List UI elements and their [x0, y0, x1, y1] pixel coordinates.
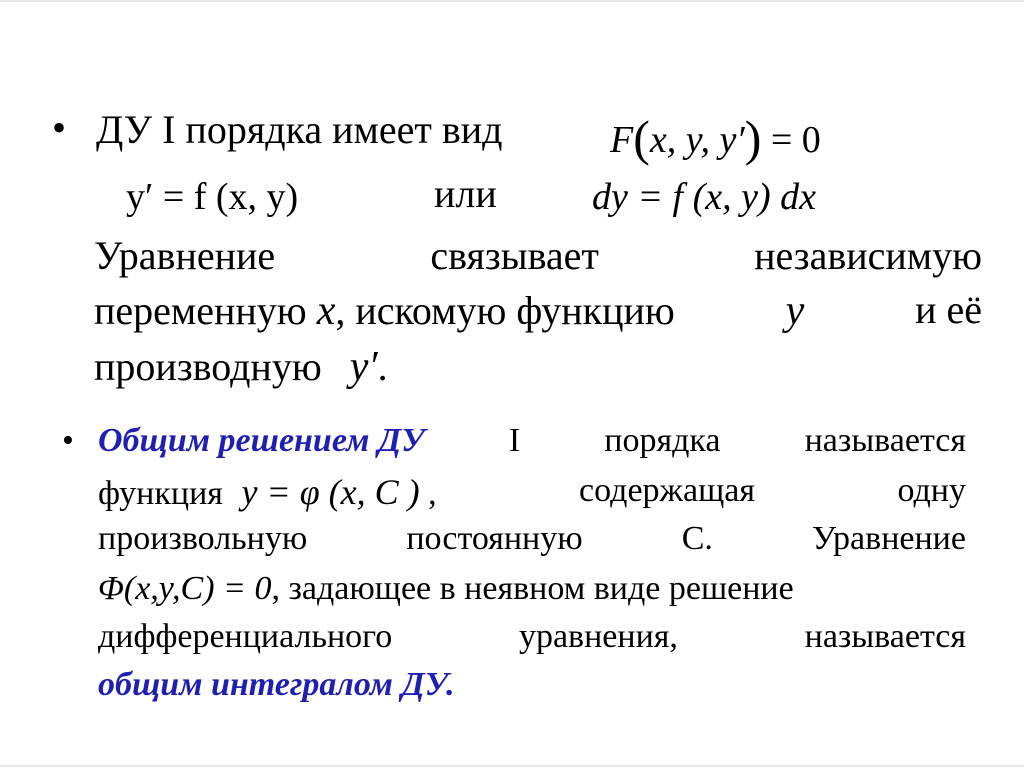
- or-text: или: [434, 171, 497, 216]
- formula-F-args: x, y, y′: [649, 119, 745, 161]
- s2-row1-word: порядка: [604, 422, 721, 459]
- line5-yprime: y′: [349, 344, 378, 390]
- s2-row2: [98, 474, 966, 511]
- line3-word: независимую: [754, 233, 982, 278]
- line3: [94, 233, 982, 278]
- s2-row4-text: , задающее в неявном виде решение: [271, 570, 794, 607]
- formula-dy: dy = f (x, y) dx: [592, 176, 816, 218]
- s2-row5-word: дифференциального: [98, 618, 393, 655]
- line3-word: связывает: [430, 233, 599, 278]
- formula-F-lparen: (: [633, 110, 650, 166]
- s2-row1-word: называется: [804, 422, 966, 459]
- line5-dot: .: [377, 344, 388, 389]
- formula-F-rparen: ): [744, 110, 762, 166]
- bullet-2: •: [62, 422, 74, 459]
- s2-row5: [98, 620, 966, 654]
- formula-F-letter: F: [610, 119, 634, 161]
- line4-c: и её: [915, 287, 982, 332]
- line4-x: x: [316, 288, 336, 334]
- s2-row5-word: называется: [804, 618, 966, 655]
- s2-row3-word: Уравнение: [811, 520, 966, 557]
- s2-row3: [98, 522, 966, 556]
- s2-row1: [98, 424, 966, 458]
- line4: [94, 287, 982, 334]
- s2-row5-word: уравнения,: [518, 618, 678, 655]
- s2-row3-word: произвольную: [98, 520, 308, 557]
- line4-b: , искомую функцию: [335, 288, 675, 333]
- term-general-integral: общим интегралом ДУ.: [98, 666, 455, 703]
- s2-row1-word: I: [508, 422, 521, 459]
- line4-y: y: [785, 288, 805, 334]
- s2-row3-word: С.: [681, 520, 713, 557]
- s2-row2-word: содержащая: [579, 472, 756, 509]
- line5-a: производную: [94, 344, 322, 389]
- formula-F: [610, 110, 821, 166]
- term-general-solution: Общим решением ДУ: [98, 422, 425, 459]
- line4-part: [94, 290, 675, 332]
- formula-F-eq: = 0: [770, 119, 821, 161]
- s2-row2-lead: [98, 474, 437, 511]
- line4-a: переменную: [94, 288, 307, 333]
- formula-phi: y = φ (x, C ): [241, 472, 420, 512]
- s2-row3-word: постоянную: [406, 520, 583, 557]
- s2-row2-comma: ,: [428, 475, 437, 512]
- s2-row4: [98, 572, 794, 606]
- s2-row2-word: одну: [897, 472, 966, 509]
- bullet-1: •: [52, 105, 67, 150]
- s2-row2-a: функция: [98, 475, 223, 512]
- formula-Phi: Φ(x,y,C) = 0: [98, 570, 272, 607]
- line5: [94, 346, 388, 388]
- line1-text: ДУ I порядка имеет вид: [96, 107, 503, 152]
- line3-word: Уравнение: [94, 233, 276, 278]
- formula-yprime: y′ = f (x, y): [126, 176, 299, 218]
